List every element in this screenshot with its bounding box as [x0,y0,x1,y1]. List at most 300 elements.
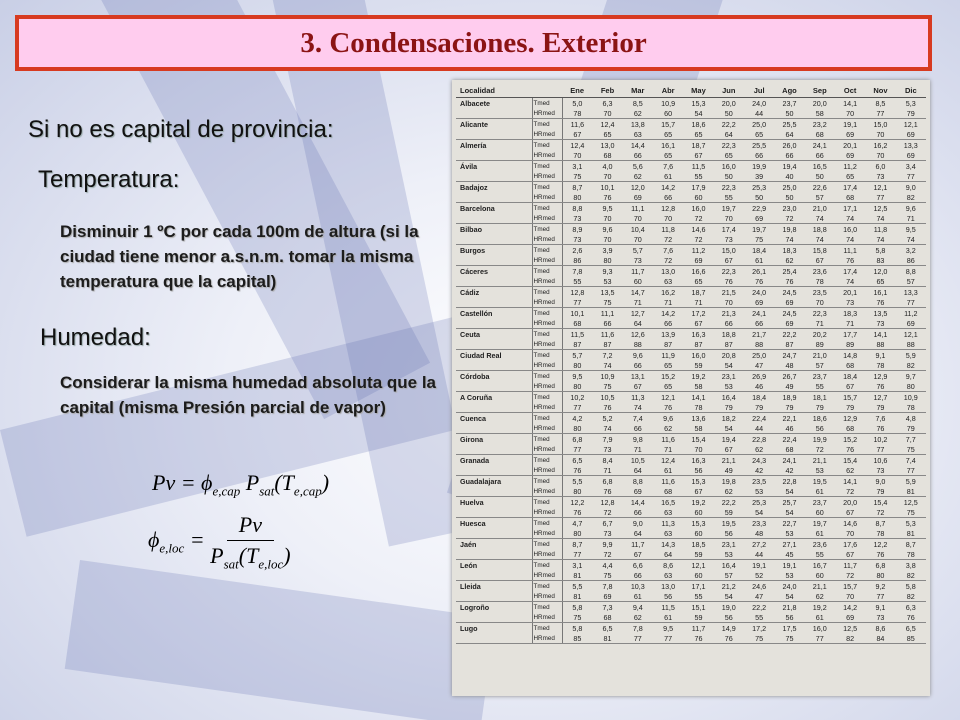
value-cell: 11,7 [631,539,645,549]
locality-cell [456,612,532,623]
value-cell: 9,9 [602,539,613,549]
variable-cell: Tmed [532,581,562,592]
value-cell: 10,4 [630,224,645,234]
value-cell: 69 [683,255,713,266]
value-cell: 53 [592,276,622,287]
value-cell: 16,0 [721,161,736,171]
value-cell: 39 [744,171,774,182]
value-cell: 12,8 [600,497,615,507]
value-cell: 4,0 [602,161,613,171]
value-cell: 52 [744,570,774,581]
value-cell: 14,1 [873,329,888,339]
value-cell: 27,2 [752,539,767,549]
value-cell: 9,1 [875,602,886,612]
table-header-row [456,83,926,98]
value-cell: 66 [653,192,683,203]
value-cell: 78 [865,528,895,539]
value-cell: 17,4 [843,182,858,192]
value-cell: 55 [562,276,592,287]
value-cell: 11,5 [691,161,706,171]
table-header-cell: Nov [865,83,895,98]
variable-cell: Tmed [532,560,562,571]
value-cell: 50 [714,171,744,182]
value-cell: 81 [896,486,926,497]
value-cell: 3,2 [905,245,916,255]
value-cell: 18,8 [812,224,827,234]
value-cell: 21,5 [721,287,736,297]
value-cell: 71 [653,444,683,455]
table-row [456,486,926,497]
value-cell: 23,7 [812,371,827,381]
value-cell: 54 [683,108,713,119]
value-cell: 25,3 [752,497,767,507]
value-cell: 76 [562,465,592,476]
value-cell: 18,3 [843,308,858,318]
locality-cell [456,549,532,560]
value-cell: 16,0 [843,224,858,234]
value-cell: 64 [623,465,653,476]
value-cell: 5,3 [905,518,916,528]
table-row [456,161,926,172]
value-cell: 76 [865,381,895,392]
value-cell: 75 [562,171,592,182]
value-cell: 74 [805,213,835,224]
value-cell: 61 [653,612,683,623]
value-cell: 14,2 [661,308,676,318]
value-cell: 61 [653,465,683,476]
table-row [456,276,926,287]
value-cell: 12,2 [873,539,888,549]
value-cell: 85 [562,633,592,644]
value-cell: 11,7 [631,266,645,276]
locality-cell [456,570,532,581]
value-cell: 57 [805,192,835,203]
value-cell: 10,1 [600,182,615,192]
value-cell: 75 [744,234,774,245]
value-cell: 26,7 [782,371,797,381]
value-cell: 9,6 [602,224,613,234]
locality-cell: Huesca [456,518,532,529]
value-cell: 11,5 [661,602,675,612]
value-cell: 53 [774,528,804,539]
value-cell: 22,3 [812,308,827,318]
value-cell: 55 [683,171,713,182]
value-cell: 54 [774,486,804,497]
value-cell: 19,1 [752,560,767,570]
locality-cell [456,423,532,434]
value-cell: 76 [562,507,592,518]
locality-cell: León [456,560,532,571]
value-cell: 85 [896,633,926,644]
formula-pv: $Pv = \phi_{e,cap}$ $P_{sat}(T_{e,cap})$ [152,470,330,499]
value-cell: 62 [805,591,835,602]
locality-cell: Burgos [456,245,532,256]
value-cell: 69 [744,213,774,224]
value-cell: 67 [714,255,744,266]
value-cell: 62 [623,612,653,623]
value-cell: 23,3 [752,518,767,528]
value-cell: 11,1 [600,308,615,318]
value-cell: 19,2 [691,497,706,507]
value-cell: 66 [623,360,653,371]
value-cell: 5,7 [572,350,583,360]
value-cell: 9,6 [663,413,674,423]
value-cell: 8,6 [875,623,886,633]
variable-cell: Tmed [532,539,562,550]
table-row [456,402,926,413]
value-cell: 21,0 [812,350,827,360]
value-cell: 19,2 [812,602,827,612]
value-cell: 74 [592,423,622,434]
value-cell: 19,4 [721,434,736,444]
table-row [456,612,926,623]
table-row [456,591,926,602]
locality-cell [456,318,532,329]
value-cell: 64 [623,528,653,539]
value-cell: 11,6 [600,329,615,339]
value-cell: 58 [683,423,713,434]
value-cell: 60 [683,528,713,539]
value-cell: 18,6 [691,119,706,129]
locality-cell: Barcelona [456,203,532,214]
value-cell: 65 [744,129,774,140]
value-cell: 19,9 [812,434,827,444]
value-cell: 3,4 [905,161,916,171]
heading-province: Si no es capital de provincia: [28,116,334,143]
table-header-cell: Jul [744,83,774,98]
value-cell: 18,1 [812,392,827,402]
value-cell: 9,0 [632,518,643,528]
value-cell: 87 [774,339,804,350]
value-cell: 87 [714,339,744,350]
value-cell: 74 [865,234,895,245]
value-cell: 69 [896,129,926,140]
value-cell: 79 [835,402,865,413]
value-cell: 8,7 [905,539,916,549]
value-cell: 78 [683,402,713,413]
value-cell: 40 [774,171,804,182]
value-cell: 15,4 [843,455,858,465]
variable-cell: Tmed [532,413,562,424]
value-cell: 12,5 [903,497,918,507]
value-cell: 11,7 [691,623,706,633]
value-cell: 18,7 [691,287,706,297]
locality-cell: Cádiz [456,287,532,298]
table-row [456,528,926,539]
table-row [456,98,926,109]
table-row [456,455,926,466]
humidity-text: Considerar la misma humedad absoluta que la capital (misma Presión parcial de vapor) [60,373,436,417]
variable-cell: HRmed [532,192,562,203]
value-cell: 3,8 [905,560,916,570]
value-cell: 79 [865,402,895,413]
table-row [456,549,926,560]
value-cell: 66 [805,150,835,161]
value-cell: 19,0 [721,602,736,612]
value-cell: 68 [805,129,835,140]
value-cell: 6,0 [875,161,886,171]
value-cell: 21,1 [721,455,736,465]
value-cell: 70 [835,591,865,602]
value-cell: 24,0 [752,98,767,108]
variable-cell: HRmed [532,402,562,413]
value-cell: 64 [623,318,653,329]
value-cell: 20,0 [721,98,736,108]
value-cell: 63 [653,276,683,287]
value-cell: 21,0 [812,203,827,213]
value-cell: 16,0 [691,203,706,213]
value-cell: 66 [744,150,774,161]
value-cell: 71 [653,297,683,308]
value-cell: 66 [623,570,653,581]
value-cell: 7,8 [632,623,643,633]
climate-table-image [452,80,930,696]
value-cell: 23,7 [812,497,827,507]
value-cell: 15,7 [843,392,858,402]
table-row [456,182,926,193]
value-cell: 60 [623,276,653,287]
value-cell: 21,8 [782,602,797,612]
slide-title-box [15,15,932,71]
value-cell: 76 [744,276,774,287]
value-cell: 22,7 [782,518,797,528]
table-row [456,570,926,581]
value-cell: 76 [592,402,622,413]
value-cell: 24,6 [752,581,767,591]
value-cell: 71 [683,297,713,308]
value-cell: 8,7 [572,539,583,549]
value-cell: 19,7 [721,203,736,213]
value-cell: 77 [896,297,926,308]
value-cell: 47 [744,360,774,371]
variable-cell: Tmed [532,623,562,634]
locality-cell [456,192,532,203]
value-cell: 9,5 [602,203,613,213]
value-cell: 72 [835,486,865,497]
table-row [456,633,926,644]
variable-cell: Tmed [532,455,562,466]
value-cell: 16,0 [691,350,706,360]
value-cell: 7,9 [602,434,613,444]
value-cell: 22,2 [782,329,797,339]
locality-cell: Ciudad Real [456,350,532,361]
table-row [456,507,926,518]
value-cell: 67 [623,549,653,560]
value-cell: 10,5 [630,455,645,465]
variable-cell: HRmed [532,108,562,119]
value-cell: 70 [562,150,592,161]
locality-cell: A Coruña [456,392,532,403]
value-cell: 48 [744,528,774,539]
value-cell: 71 [805,318,835,329]
value-cell: 20,0 [843,497,858,507]
value-cell: 24,0 [782,581,797,591]
variable-cell: HRmed [532,486,562,497]
value-cell: 74 [835,276,865,287]
value-cell: 74 [835,234,865,245]
table-row [456,108,926,119]
value-cell: 12,1 [691,560,706,570]
variable-cell: HRmed [532,255,562,266]
value-cell: 67 [683,150,713,161]
table-row [456,497,926,508]
value-cell: 6,5 [602,623,613,633]
value-cell: 74 [623,402,653,413]
value-cell: 9,3 [602,266,613,276]
value-cell: 18,4 [752,392,767,402]
value-cell: 77 [562,549,592,560]
value-cell: 60 [683,507,713,518]
slide-title: 3. Condensaciones. Exterior [300,26,647,59]
value-cell: 70 [592,171,622,182]
value-cell: 9,4 [632,602,643,612]
table-row [456,129,926,140]
value-cell: 23,6 [812,539,827,549]
value-cell: 59 [683,360,713,371]
value-cell: 82 [896,192,926,203]
value-cell: 11,3 [631,392,645,402]
locality-cell [456,507,532,518]
value-cell: 73 [592,528,622,539]
value-cell: 74 [835,213,865,224]
value-cell: 89 [805,339,835,350]
value-cell: 50 [714,108,744,119]
value-cell: 19,7 [752,224,767,234]
variable-cell: HRmed [532,423,562,434]
value-cell: 6,6 [632,560,643,570]
locality-cell: Lugo [456,623,532,634]
value-cell: 10,6 [873,455,888,465]
value-cell: 13,3 [903,140,918,150]
value-cell: 14,4 [630,140,645,150]
locality-cell: Logroño [456,602,532,613]
value-cell: 77 [562,444,592,455]
table-row [456,329,926,340]
table-row [456,623,926,634]
value-cell: 24,1 [752,308,767,318]
value-cell: 17,2 [752,623,767,633]
value-cell: 5,8 [572,623,583,633]
value-cell: 20,0 [812,98,827,108]
value-cell: 18,4 [752,245,767,255]
value-cell: 60 [683,192,713,203]
value-cell: 25,0 [782,182,797,192]
value-cell: 6,3 [602,98,613,108]
value-cell: 7,6 [875,413,886,423]
value-cell: 25,0 [752,350,767,360]
value-cell: 63 [653,507,683,518]
value-cell: 68 [835,192,865,203]
value-cell: 13,9 [661,329,676,339]
value-cell: 14,1 [843,98,858,108]
value-cell: 76 [835,444,865,455]
variable-cell: Tmed [532,98,562,109]
value-cell: 76 [714,633,744,644]
value-cell: 78 [896,549,926,560]
value-cell: 65 [653,129,683,140]
value-cell: 77 [865,192,895,203]
value-cell: 27,1 [782,539,797,549]
value-cell: 89 [835,339,865,350]
value-cell: 80 [562,192,592,203]
table-row [456,434,926,445]
variable-cell: HRmed [532,381,562,392]
value-cell: 58 [683,381,713,392]
value-cell: 70 [592,108,622,119]
value-cell: 88 [623,339,653,350]
value-cell: 73 [623,255,653,266]
value-cell: 7,4 [905,455,916,465]
variable-cell: HRmed [532,171,562,182]
value-cell: 86 [562,255,592,266]
locality-cell: Ávila [456,161,532,172]
locality-cell [456,129,532,140]
value-cell: 46 [744,381,774,392]
value-cell: 68 [835,423,865,434]
value-cell: 74 [592,360,622,371]
table-row [456,234,926,245]
value-cell: 78 [896,402,926,413]
value-cell: 12,2 [570,497,585,507]
value-cell: 5,3 [905,98,916,108]
variable-cell: Tmed [532,476,562,487]
table-row [456,360,926,371]
value-cell: 15,7 [661,119,676,129]
locality-cell [456,339,532,350]
variable-cell: HRmed [532,297,562,308]
table-row [456,350,926,361]
locality-cell: Girona [456,434,532,445]
variable-cell: HRmed [532,213,562,224]
variable-cell: HRmed [532,276,562,287]
value-cell: 8,9 [572,224,583,234]
value-cell: 4,7 [572,518,583,528]
value-cell: 6,8 [572,434,583,444]
table-row [456,339,926,350]
table-row [456,476,926,487]
value-cell: 67 [562,129,592,140]
value-cell: 69 [592,591,622,602]
locality-cell: Cuenca [456,413,532,424]
value-cell: 21,1 [812,581,827,591]
value-cell: 7,8 [572,266,583,276]
value-cell: 70 [805,297,835,308]
value-cell: 62 [774,255,804,266]
value-cell: 14,1 [691,392,706,402]
value-cell: 69 [835,612,865,623]
value-cell: 25,0 [752,119,767,129]
value-cell: 66 [714,318,744,329]
value-cell: 74 [774,234,804,245]
value-cell: 79 [714,402,744,413]
value-cell: 62 [623,171,653,182]
value-cell: 11,1 [843,245,857,255]
value-cell: 75 [896,507,926,518]
value-cell: 53 [774,570,804,581]
value-cell: 82 [896,570,926,581]
value-cell: 19,5 [812,476,827,486]
value-cell: 15,0 [873,119,888,129]
value-cell: 6,5 [905,623,916,633]
value-cell: 70 [683,444,713,455]
value-cell: 82 [896,360,926,371]
variable-cell: Tmed [532,392,562,403]
value-cell: 22,3 [721,140,736,150]
value-cell: 16,3 [691,329,706,339]
heading-temperature: Temperatura: [38,166,180,193]
value-cell: 6,5 [572,455,583,465]
value-cell: 24,0 [752,287,767,297]
